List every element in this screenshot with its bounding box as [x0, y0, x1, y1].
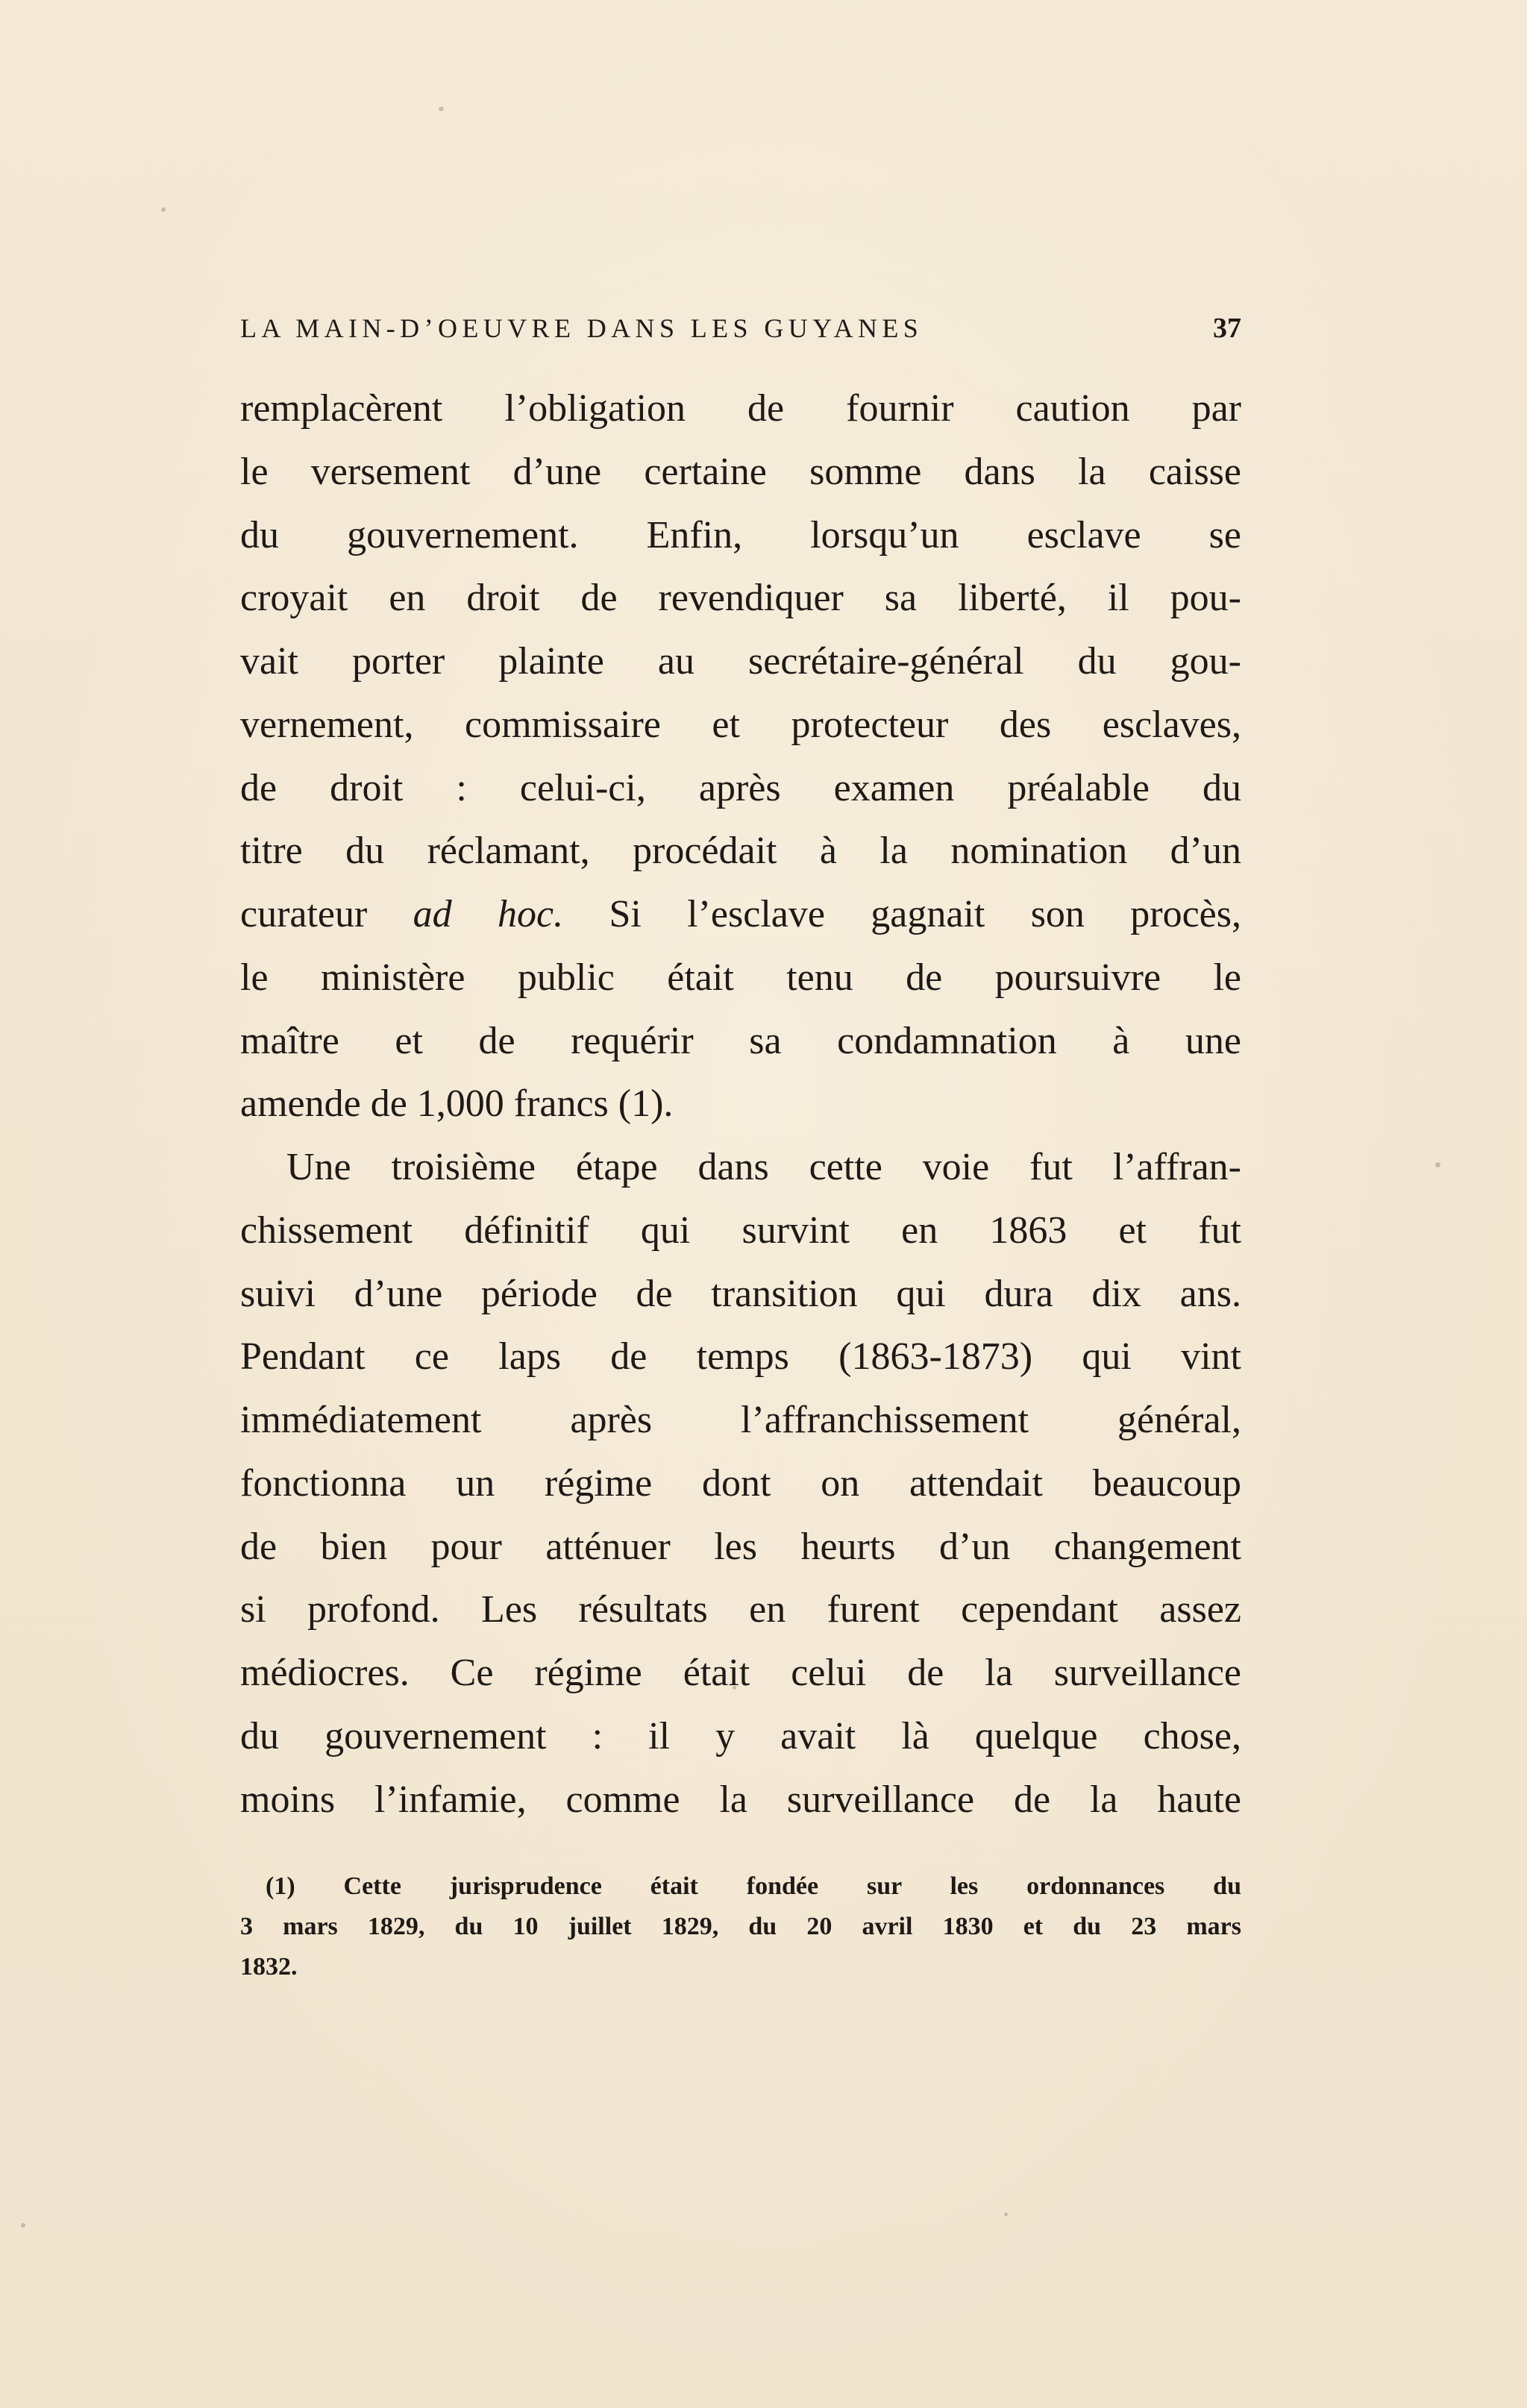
text-line: suivi d’une période de transition qui dura dix ans.: [240, 1272, 1241, 1315]
text-run: curateur: [240, 893, 413, 935]
text-line: Pendant ce laps de temps (1863-1873) qui vint: [240, 1335, 1241, 1379]
text-line: fonctionna un régime dont on attendait beaucoup: [240, 1461, 1241, 1505]
text-line: amende de 1,000 francs (1).: [240, 1082, 674, 1126]
text-line: Une troisième étape dans cette voie fut l’affran-: [286, 1146, 1241, 1188]
paper-speck: [1435, 1162, 1440, 1167]
text-line: immédiatement après l’affranchissement général,: [240, 1399, 1241, 1441]
body-text: [240, 377, 1241, 1831]
text-line: de bien pour atténuer les heurts d’un changement: [240, 1525, 1241, 1568]
paragraph-2: [240, 1136, 1241, 1831]
text-line: vait porter plainte au secrétaire-général du gou-: [240, 640, 1241, 683]
text-line: remplacèrent l’obligation de fournir caution par: [240, 387, 1241, 430]
text-line: [240, 883, 1241, 947]
text-line: médiocres. Ce régime était celui de la surveillance: [240, 1652, 1241, 1694]
text-run: Si l’esclave gagnait son procès,: [563, 893, 1241, 935]
text-line: maître et de requérir sa condamnation à une: [240, 1019, 1241, 1062]
footnote-line: 1832.: [240, 1953, 298, 1981]
text-line: le versement d’une certaine somme dans la caisse: [240, 450, 1241, 493]
text-line: moins l’infamie, comme la surveillance de la haute: [240, 1778, 1241, 1821]
text-line: le ministère public était tenu de poursuivre le: [240, 956, 1241, 999]
paper-speck: [439, 107, 444, 111]
text-line: croyait en droit de revendiquer sa liberté, il pou-: [240, 577, 1241, 620]
text-line: chissement définitif qui survint en 1863 et fut: [240, 1208, 1241, 1252]
footnote-line: (1) Cette jurisprudence était fondée sur les ordonnances du: [266, 1872, 1241, 1900]
text-line: si profond. Les résultats en furent cependant assez: [240, 1588, 1241, 1631]
paper-speck: [161, 207, 166, 212]
text-line: de droit : celui-ci, après examen préalable du: [240, 766, 1241, 809]
paragraph-1: [240, 377, 1241, 1136]
running-title: LA MAIN-D’OEUVRE DANS LES GUYANES: [240, 313, 924, 343]
text-line: titre du réclamant, procédait à la nomination d’un: [240, 830, 1241, 873]
paper-speck: [21, 2223, 25, 2227]
text-line: du gouvernement : il y avait là quelque chose,: [240, 1714, 1241, 1758]
paper-speck: [1004, 2213, 1008, 2216]
page-number: 37: [1213, 313, 1241, 344]
italic-latin-phrase: ad hoc.: [413, 893, 564, 935]
running-header: [240, 307, 1241, 349]
footnote-line: 3 mars 1829, du 10 juillet 1829, du 20 avril 1830 et du 23 mars: [240, 1913, 1241, 1940]
footnote: [240, 1866, 1241, 1987]
text-line: vernement, commissaire et protecteur des esclaves,: [240, 703, 1241, 746]
text-line: du gouvernement. Enfin, lorsqu’un esclave se: [240, 513, 1241, 556]
